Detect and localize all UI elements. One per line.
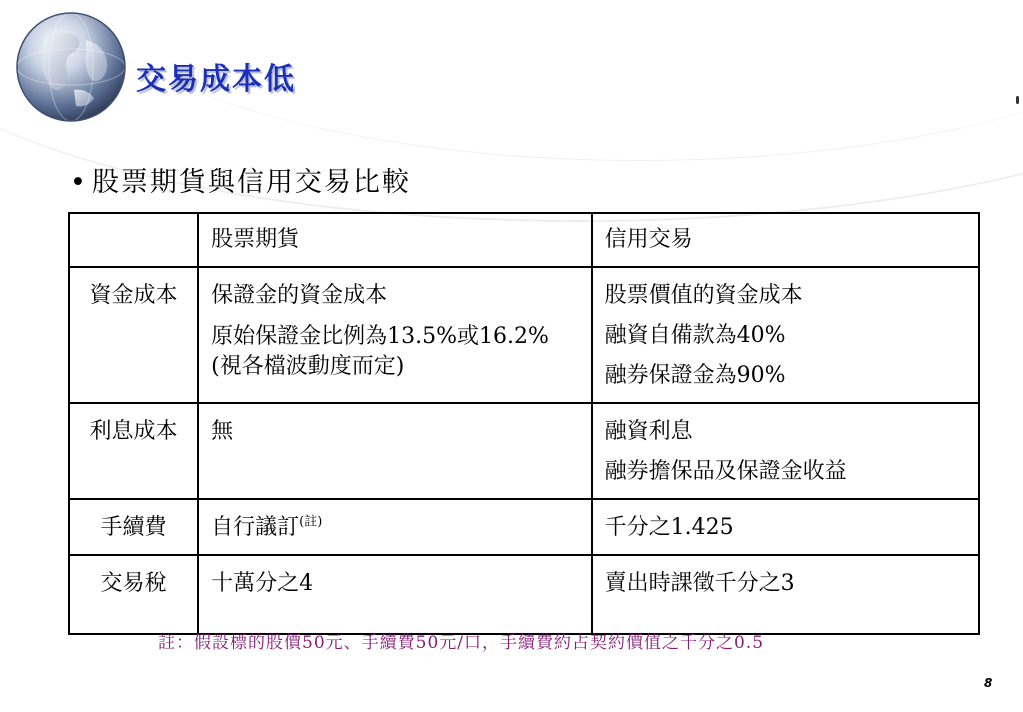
cell-line: 賣出時課徵千分之3	[604, 571, 795, 596]
table-header-empty	[69, 213, 198, 267]
cell-futures-interest-cost	[198, 403, 591, 499]
cell-line: 股票價值的資金成本	[604, 283, 803, 308]
table-header-margin-trading: 信用交易	[592, 213, 979, 267]
footnote: 註：假設標的股價50元、手續費50元/口，手續費約占契約價值之千分之0.5	[158, 633, 765, 653]
cell-futures-transaction-tax	[198, 555, 591, 634]
cell-margin-commission	[592, 499, 979, 555]
row-label-transaction-tax: 交易稅	[69, 555, 198, 634]
cell-margin-interest-cost	[592, 403, 979, 499]
footnote-marker: (註)	[299, 514, 323, 530]
table-row	[69, 403, 979, 499]
row-label-interest-cost: 利息成本	[69, 403, 198, 499]
cell-line: 保證金的資金成本	[211, 283, 388, 308]
cell-line: 融資利息	[604, 419, 693, 444]
table-row	[69, 555, 979, 634]
bullet-item	[70, 160, 411, 199]
cell-line: 融券保證金為90%	[604, 363, 786, 388]
bullet-symbol: •	[70, 167, 88, 198]
cell-futures-capital-cost	[198, 267, 591, 403]
page-number: 8	[984, 676, 993, 690]
row-label-commission: 手續費	[69, 499, 198, 555]
cell-line: 十萬分之4	[211, 571, 314, 596]
table-row	[69, 267, 979, 403]
cell-margin-capital-cost	[592, 267, 979, 403]
cell-line: 無	[211, 419, 234, 444]
table-header-row	[69, 213, 979, 267]
row-label-capital-cost: 資金成本	[69, 267, 198, 403]
cell-margin-transaction-tax	[592, 555, 979, 634]
edge-mark	[1016, 96, 1019, 104]
table-row	[69, 499, 979, 555]
cell-line: 融資自備款為40%	[604, 323, 786, 348]
comparison-table	[68, 212, 980, 635]
cell-line: 千分之1.425	[604, 515, 734, 540]
table-header-stock-futures: 股票期貨	[198, 213, 591, 267]
cell-futures-commission	[198, 499, 591, 555]
cell-text: 自行議訂	[211, 515, 300, 540]
slide-title: 交易成本低	[136, 62, 296, 97]
cell-line: 原始保證金比例為13.5%或16.2% (視各檔波動度而定)	[211, 324, 549, 379]
bullet-text: 股票期貨與信用交易比較	[91, 167, 411, 198]
globe-icon	[14, 10, 128, 124]
cell-line: 融券擔保品及保證金收益	[604, 459, 847, 484]
